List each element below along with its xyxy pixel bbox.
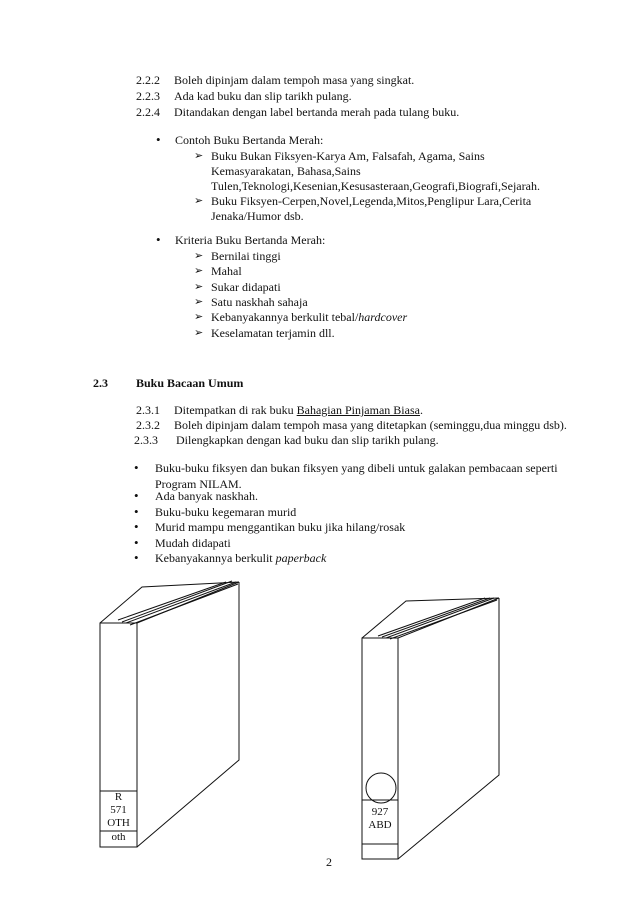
paperback-text: paperback: [275, 551, 327, 565]
contoh-line: Buku Bukan Fiksyen-Karya Am, Falsafah, Agama, Sains: [211, 149, 485, 163]
hardcover-text: hardcover: [358, 310, 408, 324]
bullet-text: Murid mampu menggantikan buku jika hilang/rosak: [155, 520, 406, 534]
bullet-text-cont: Program NILAM.: [155, 477, 242, 491]
item-text: Ada kad buku dan slip tarikh pulang.: [174, 89, 352, 103]
bullet-icon: •: [134, 550, 139, 565]
spine-line: OTH: [107, 817, 130, 829]
bullet-text: Kebanyakannya berkulit paperback: [155, 551, 327, 565]
kriteria-item: Sukar didapati: [211, 280, 281, 294]
bullet-icon: •: [134, 504, 139, 519]
contoh-line: Tulen,Teknologi,Kesenian,Kesusasteraan,Geografi,Biografi,Sejarah.: [211, 179, 540, 193]
spine-line: R: [114, 791, 123, 803]
item-number: 2.3.3: [134, 433, 158, 447]
section-title: Buku Bacaan Umum: [136, 376, 244, 390]
kriteria-item: Kebanyakannya berkulit tebal/hardcover: [211, 310, 408, 324]
arrow-bullet-icon: ➢: [194, 296, 204, 308]
kriteria-item: Mahal: [211, 264, 242, 278]
bullet-icon: •: [134, 519, 139, 534]
book-illustrations: [0, 570, 638, 870]
bullet-icon: •: [156, 232, 161, 247]
kriteria-item: Bernilai tinggi: [211, 249, 281, 263]
bullet-icon: •: [156, 132, 161, 147]
bullet-icon: •: [134, 488, 139, 503]
spine-line: 571: [110, 804, 127, 816]
arrow-bullet-icon: ➢: [194, 250, 204, 262]
arrow-bullet-icon: ➢: [194, 327, 204, 339]
contoh-line: Jenaka/Humor dsb.: [211, 209, 304, 223]
kriteria-heading: Kriteria Buku Bertanda Merah:: [175, 233, 326, 247]
bullet-icon: •: [134, 535, 139, 550]
arrow-bullet-icon: ➢: [194, 265, 204, 277]
item-text: Ditempatkan di rak buku Bahagian Pinjaman Biasa.: [174, 403, 423, 417]
arrow-bullet-icon: ➢: [194, 150, 204, 162]
bullet-text: Mudah didapati: [155, 536, 231, 550]
arrow-bullet-icon: ➢: [194, 195, 204, 207]
bahagian-link: Bahagian Pinjaman Biasa: [296, 403, 420, 417]
kriteria-item: Satu naskhah sahaja: [211, 295, 308, 309]
spine-label-circle-icon: [366, 773, 396, 803]
contoh-line: Buku Fiksyen-Cerpen,Novel,Legenda,Mitos,Penglipur Lara,Cerita: [211, 194, 532, 208]
arrow-bullet-icon: ➢: [194, 281, 204, 293]
item-text: Dilengkapkan dengan kad buku dan slip tarikh pulang.: [176, 433, 439, 447]
spine-line: 927: [371, 806, 389, 818]
contoh-line: Kemasyarakatan, Bahasa,Sains: [211, 164, 361, 178]
item-number: 2.2.2: [136, 73, 160, 87]
item-number: 2.3.2: [136, 418, 160, 432]
spine-line: oth: [111, 831, 126, 843]
item-text: Ditandakan dengan label bertanda merah pada tulang buku.: [174, 105, 460, 119]
item-text: Boleh dipinjam dalam tempoh masa yang singkat.: [174, 73, 415, 87]
page-number: 2: [326, 855, 332, 869]
item-number: 2.3.1: [136, 403, 160, 417]
bullet-text: Buku-buku kegemaran murid: [155, 505, 297, 519]
section-number: 2.3: [93, 376, 108, 390]
arrow-bullet-icon: ➢: [194, 311, 204, 323]
item-number: 2.2.4: [136, 105, 160, 119]
spine-line: ABD: [368, 819, 392, 831]
item-text: Boleh dipinjam dalam tempoh masa yang ditetapkan (seminggu,dua minggu dsb).: [174, 418, 567, 432]
contoh-heading: Contoh Buku Bertanda Merah:: [175, 133, 324, 147]
kriteria-item: Keselamatan terjamin dll.: [211, 326, 335, 340]
bullet-text: Buku-buku fiksyen dan bukan fiksyen yang dibeli untuk galakan pembacaan seperti: [155, 461, 558, 475]
bullet-icon: •: [134, 460, 139, 475]
bullet-text: Ada banyak naskhah.: [155, 489, 258, 503]
item-number: 2.2.3: [136, 89, 160, 103]
